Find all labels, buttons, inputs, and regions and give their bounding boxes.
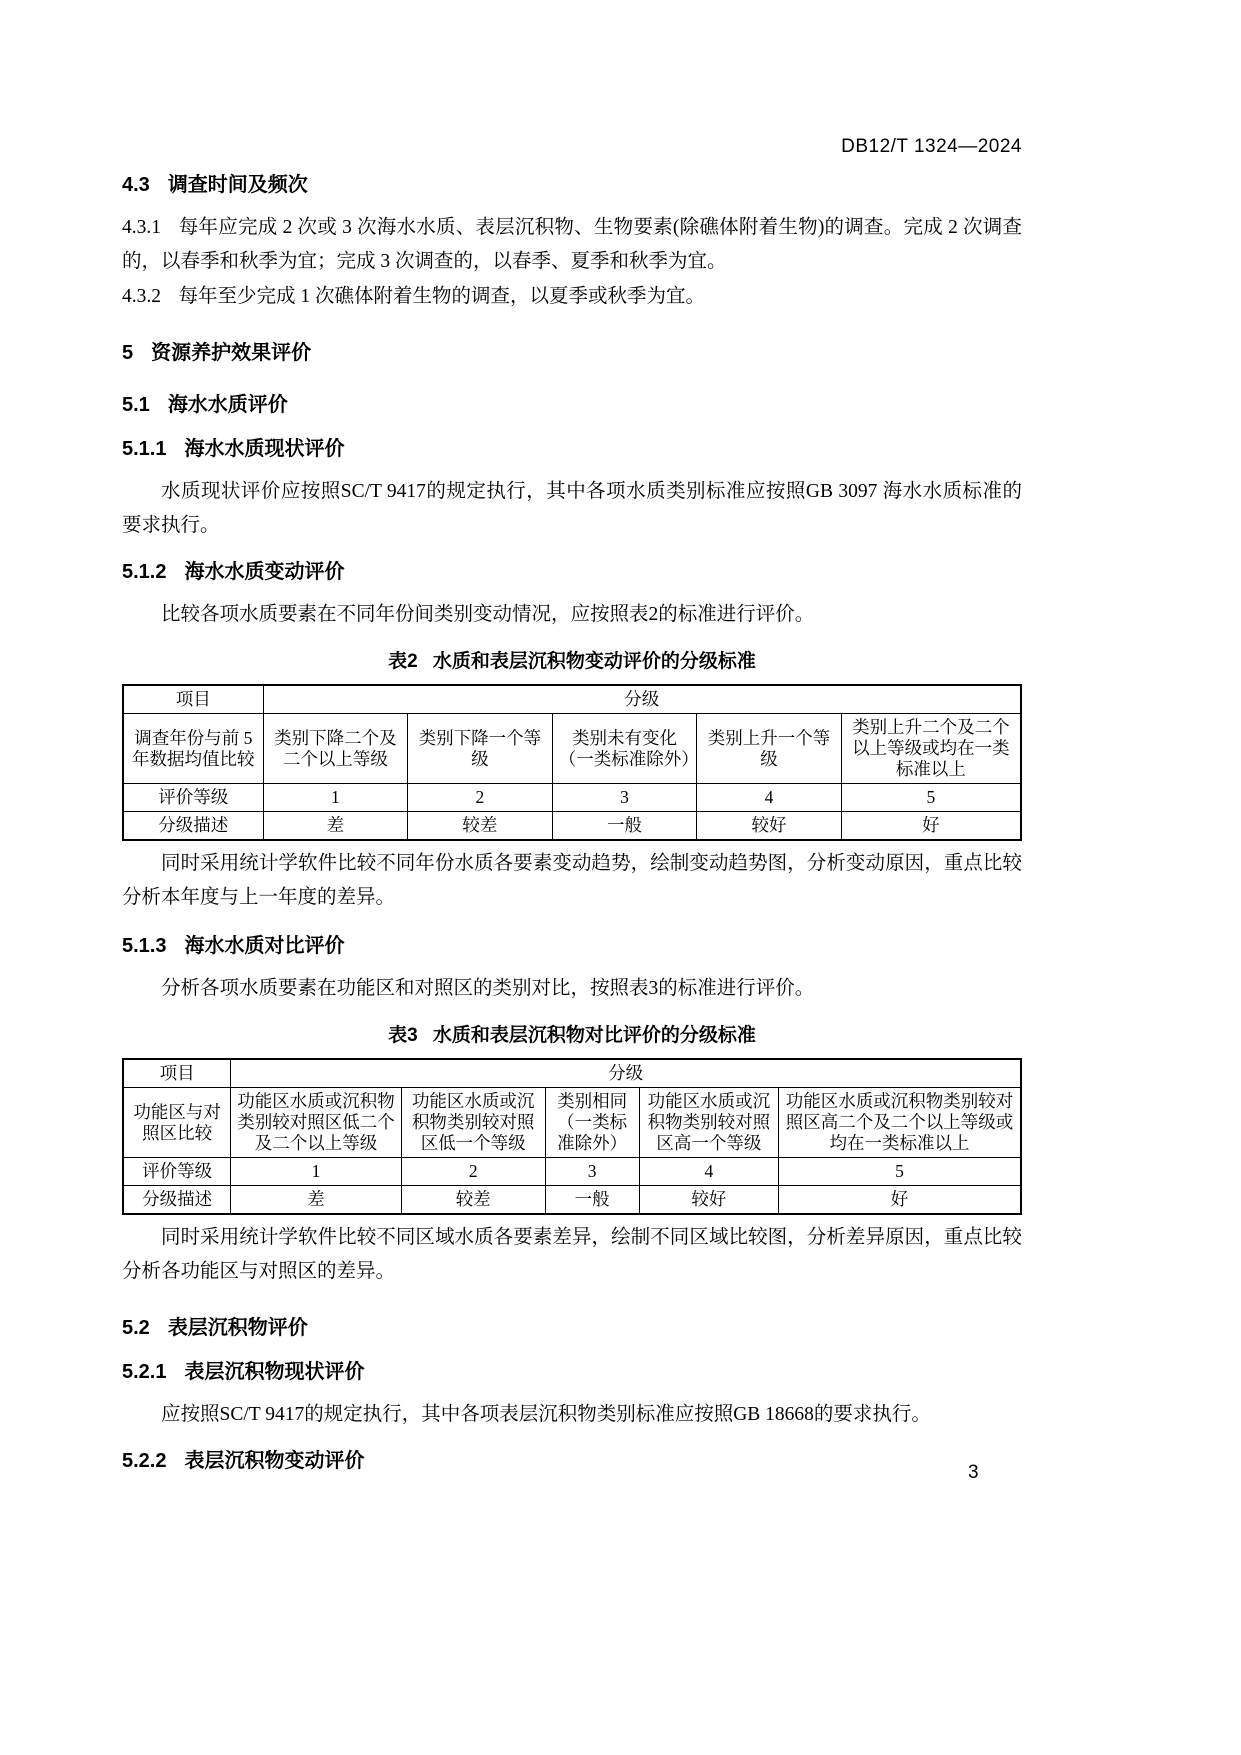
heading-title: 资源养护效果评价 [151,342,312,364]
t3-desc-3: 一般 [545,1186,639,1215]
t2-header-item: 项目 [123,685,263,714]
table-row [123,784,1021,812]
heading-number: 5.1.3 [122,935,167,957]
heading-title: 表层沉积物现状评价 [184,1361,365,1383]
clause-text: 每年至少完成 1 次礁体附着生物的调查，以夏季或秋季为宜。 [178,286,706,307]
heading-number: 5.1.1 [122,438,167,460]
heading-title: 调查时间及频次 [167,174,308,196]
paragraph-5-1-1: 水质现状评价应按照SC/T 9417的规定执行，其中各项水质类别标准应按照GB 3097 海水水质标准的要求执行。 [122,481,1022,536]
heading-number: 5.2 [122,1317,150,1339]
t3-level-1: 1 [231,1158,402,1186]
table-row [123,1088,1021,1158]
t2-grade-1: 类别下降二个及二个以上等级 [263,714,408,784]
heading-5-1 [122,392,1022,418]
heading-number: 5.2.2 [122,1450,167,1472]
paragraph-5-1-2: 比较各项水质要素在不同年份间类别变动情况，应按照表2的标准进行评价。 [161,604,815,625]
table-row [123,1059,1021,1088]
clause-number: 4.3.1 [122,217,161,238]
t3-header-item: 项目 [123,1059,231,1088]
t3-level-3: 3 [545,1158,639,1186]
table-row [123,812,1021,841]
t2-level-4: 4 [697,784,842,812]
t2-desc-2: 较差 [408,812,553,841]
t3-row-label: 功能区与对照区比较 [123,1088,231,1158]
table-row [123,714,1021,784]
t3-grade-2: 功能区水质或沉积物类别较对照区低一个等级 [401,1088,545,1158]
t2-desc-1: 差 [263,812,408,841]
t3-grade-5: 功能区水质或沉积物类别较对照区高二个及二个以上等级或均在一类标准以上 [779,1088,1022,1158]
clause-number: 4.3.2 [122,286,161,307]
heading-title: 海水水质现状评价 [184,438,345,460]
table-caption-title: 水质和表层沉积物对比评价的分级标准 [432,1025,756,1046]
heading-number: 5.2.1 [122,1361,167,1383]
heading-title: 海水水质变动评价 [184,561,345,583]
heading-5-2-2 [122,1448,1022,1474]
t2-grade-5: 类别上升二个及二个以上等级或均在一类标准以上 [841,714,1021,784]
heading-5 [122,340,1022,366]
t3-desc-4: 较好 [639,1186,778,1215]
t3-desc-1: 差 [231,1186,402,1215]
heading-5-1-2 [122,559,1022,585]
t3-level-label: 评价等级 [123,1158,231,1186]
heading-title: 海水水质评价 [167,394,288,416]
table-caption-number: 表3 [388,1025,418,1046]
paragraph-4-3-2 [122,280,1022,314]
t2-desc-5: 好 [841,812,1021,841]
paragraph-4-3-1 [122,211,1022,279]
t3-grade-1: 功能区水质或沉积物类别较对照区低二个及二个以上等级 [231,1088,402,1158]
table3-caption [122,1024,1022,1048]
table-caption-title: 水质和表层沉积物变动评价的分级标准 [432,651,756,672]
t3-level-2: 2 [401,1158,545,1186]
heading-title: 海水水质对比评价 [184,935,345,957]
table-row [123,1158,1021,1186]
heading-5-2-1 [122,1359,1022,1385]
heading-5-1-1 [122,436,1022,462]
t2-grade-2: 类别下降一个等级 [408,714,553,784]
table2-caption [122,650,1022,674]
t2-level-label: 评价等级 [123,784,263,812]
t2-grade-4: 类别上升一个等级 [697,714,842,784]
heading-5-2 [122,1315,1022,1341]
paragraph-after-table2: 同时采用统计学软件比较不同年份水质各要素变动趋势，绘制变动趋势图，分析变动原因，重点比较分析本年度与上一年度的差异。 [122,853,1022,908]
t2-desc-label: 分级描述 [123,812,263,841]
t3-level-4: 4 [639,1158,778,1186]
heading-number: 5.1.2 [122,561,167,583]
heading-number: 5 [122,342,134,364]
paragraph-after-table3: 同时采用统计学软件比较不同区域水质各要素差异，绘制不同区域比较图，分析差异原因，重点比较分析各功能区与对照区的差异。 [122,1227,1022,1282]
paragraph-5-1-3: 分析各项水质要素在功能区和对照区的类别对比，按照表3的标准进行评价。 [161,978,815,999]
t2-level-1: 1 [263,784,408,812]
paragraph-5-2-1: 应按照SC/T 9417的规定执行，其中各项表层沉积物类别标准应按照GB 18668的要求执行。 [161,1404,931,1425]
t3-desc-label: 分级描述 [123,1186,231,1215]
heading-title: 表层沉积物变动评价 [184,1450,365,1472]
page-number: 3 [968,1462,979,1483]
heading-number: 4.3 [122,174,150,196]
t3-level-5: 5 [779,1158,1022,1186]
t2-level-3: 3 [552,784,697,812]
t2-row-label: 调查年份与前 5 年数据均值比较 [123,714,263,784]
table-row [123,685,1021,714]
t2-level-5: 5 [841,784,1021,812]
heading-title: 表层沉积物评价 [167,1317,308,1339]
doc-number: DB12/T 1324—2024 [841,136,1022,157]
table-row [123,1186,1021,1215]
t2-desc-4: 较好 [697,812,842,841]
t3-header-grade: 分级 [231,1059,1021,1088]
t2-header-grade: 分级 [263,685,1021,714]
t2-grade-3: 类别未有变化（一类标准除外） [552,714,697,784]
heading-5-1-3 [122,933,1022,959]
t2-desc-3: 一般 [552,812,697,841]
clause-text: 每年应完成 2 次或 3 次海水水质、表层沉积物、生物要素(除礁体附着生物)的调查。完成 2 次调查的，以春季和秋季为宜；完成 3 次调查的，以春季、夏季和秋季为宜。 [122,217,1022,272]
t3-grade-4: 功能区水质或沉积物类别较对照区高一个等级 [639,1088,778,1158]
t3-grade-3: 类别相同（一类标准除外） [545,1088,639,1158]
table-2 [122,684,1022,841]
heading-number: 5.1 [122,394,150,416]
table-caption-number: 表2 [388,651,418,672]
t2-level-2: 2 [408,784,553,812]
t3-desc-2: 较差 [401,1186,545,1215]
t3-desc-5: 好 [779,1186,1022,1215]
table-3 [122,1058,1022,1215]
heading-4-3 [122,172,1022,198]
